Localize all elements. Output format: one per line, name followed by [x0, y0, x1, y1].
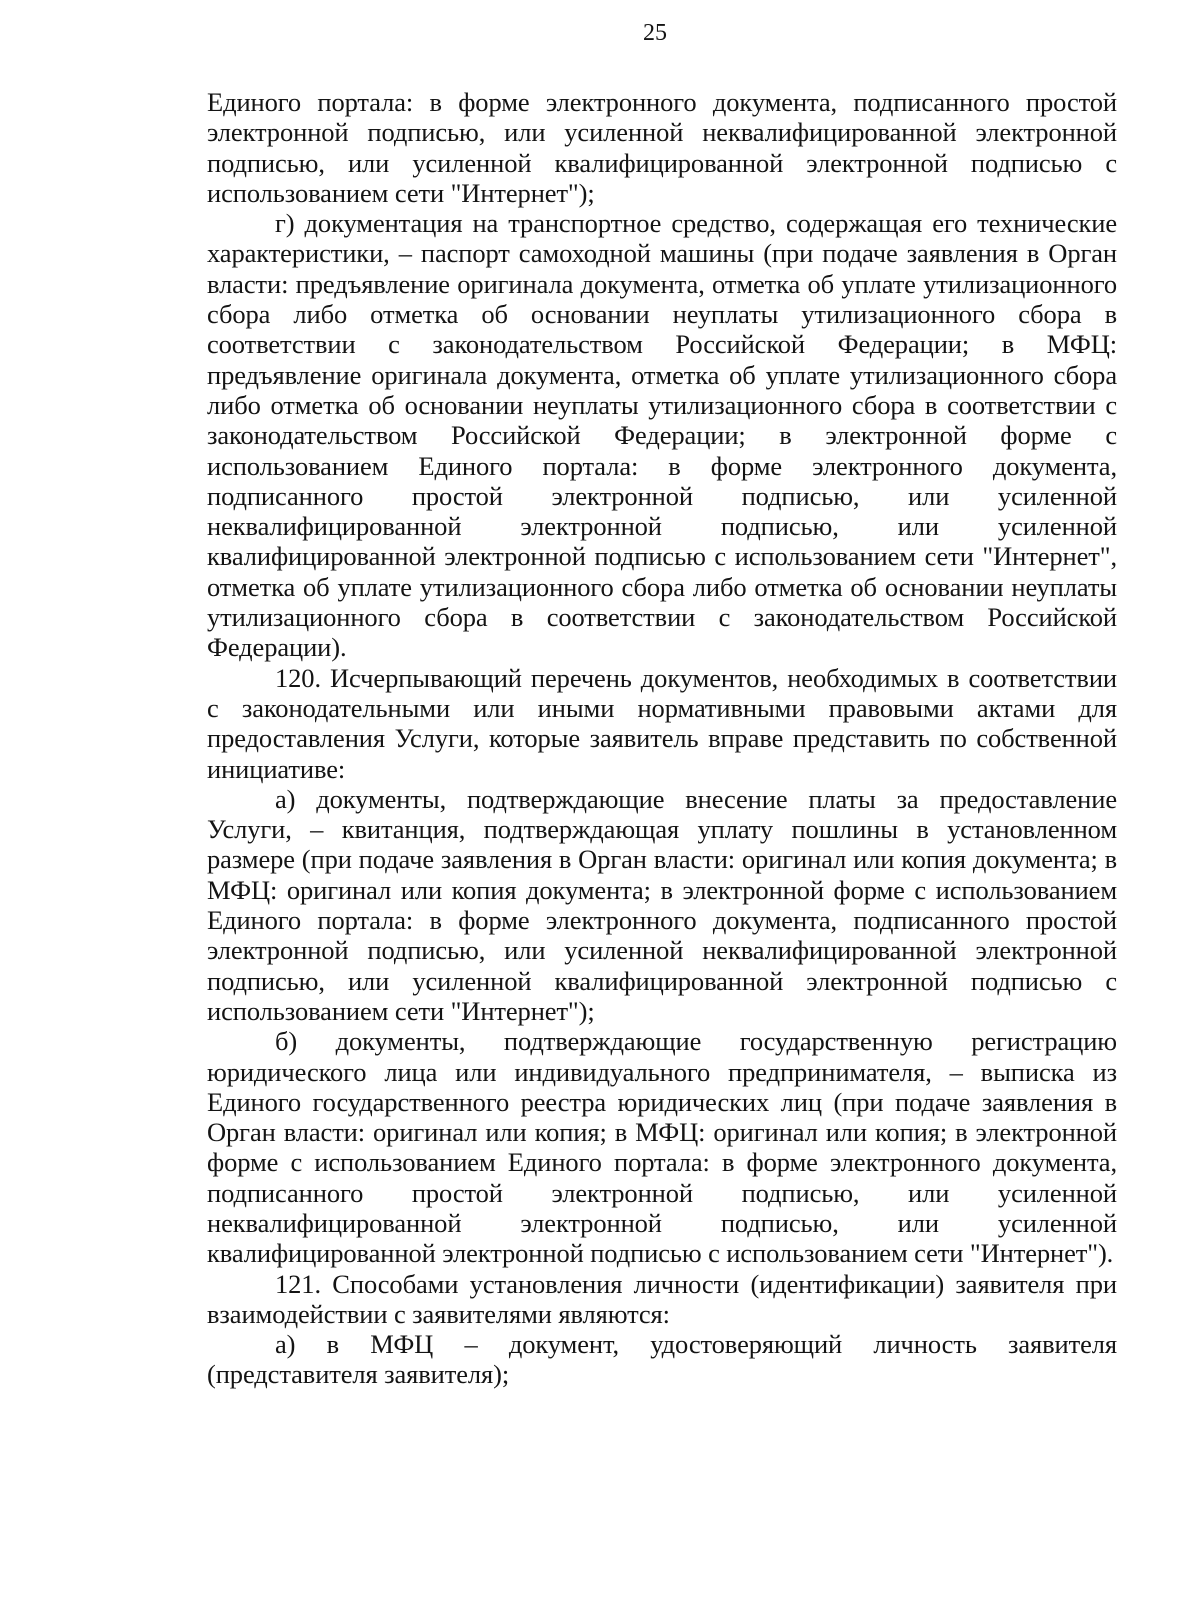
paragraph-item-a-fee: а) документы, подтверждающие внесение платы за предоставление Услуги, – квитанция, подтверждающая уплату пошлины в установленном размере (при подаче заявления в Орган власти: оригинал или копия документа; в МФЦ: оригинал или копия документа; в электронной форме с использованием Единого портала: в форме электронного документа, подписанного простой электронной подписью, или усиленной неквалифицированной электронной подписью, или усиленной квалифицированной электронной подписью с использованием сети "Интернет"); — [207, 783, 1117, 1026]
paragraph-item-b-registration: б) документы, подтверждающие государственную регистрацию юридического лица или индивидуального предпринимателя, – выписка из Единого государственного реестра юридических лиц (при подаче заявления в Орган власти: оригинал или копия; в МФЦ: оригинал или копия; в электронной форме с использованием Единого портала: в форме электронного документа, подписанного простой электронной подписью, или усиленной неквалифицированной электронной подписью, или усиленной квалифицированной электронной подписью с использованием сети "Интернет"). — [207, 1026, 1117, 1269]
paragraph-item-a-identity: а) в МФЦ – документ, удостоверяющий личность заявителя (представителя заявителя); — [207, 1329, 1117, 1390]
paragraph-item-g: г) документация на транспортное средство, содержащая его технические характеристики, – паспорт самоходной машины (при подаче заявления в Орган власти: предъявление оригинала документа, отметка об уплате утилизационного сбора либо отметка об основании неуплаты утилизационного сбора в соответствии с законодательством Российской Федерации; в МФЦ: предъявление оригинала документа, отметка об уплате утилизационного сбора либо отметка об основании неуплаты утилизационного сбора в соответствии с законодательством Российской Федерации; в электронной форме с использованием Единого портала: в форме электронного документа, подписанного простой электронной подписью, или усиленной неквалифицированной электронной подписью, или усиленной квалифицированной электронной подписью с использованием сети "Интернет", отметка об уплате утилизационного сбора либо отметка об основании неуплаты утилизационного сбора в соответствии с законодательством Российской Федерации). — [207, 208, 1117, 663]
paragraph-continuation: Единого портала: в форме электронного документа, подписанного простой электронной подписью, или усиленной неквалифицированной электронной подписью, или усиленной квалифицированной электронной подписью с использованием сети "Интернет"); — [207, 87, 1117, 208]
paragraph-120: 120. Исчерпывающий перечень документов, необходимых в соответствии с законодательными или иными нормативными правовыми актами для предоставления Услуги, которые заявитель вправе представить по собственной инициативе: — [207, 662, 1117, 784]
paragraph-121: 121. Способами установления личности (идентификации) заявителя при взаимодействии с заявителями являются: — [207, 1268, 1117, 1329]
page-number: 25 — [643, 20, 667, 46]
document-body — [207, 87, 1117, 1390]
